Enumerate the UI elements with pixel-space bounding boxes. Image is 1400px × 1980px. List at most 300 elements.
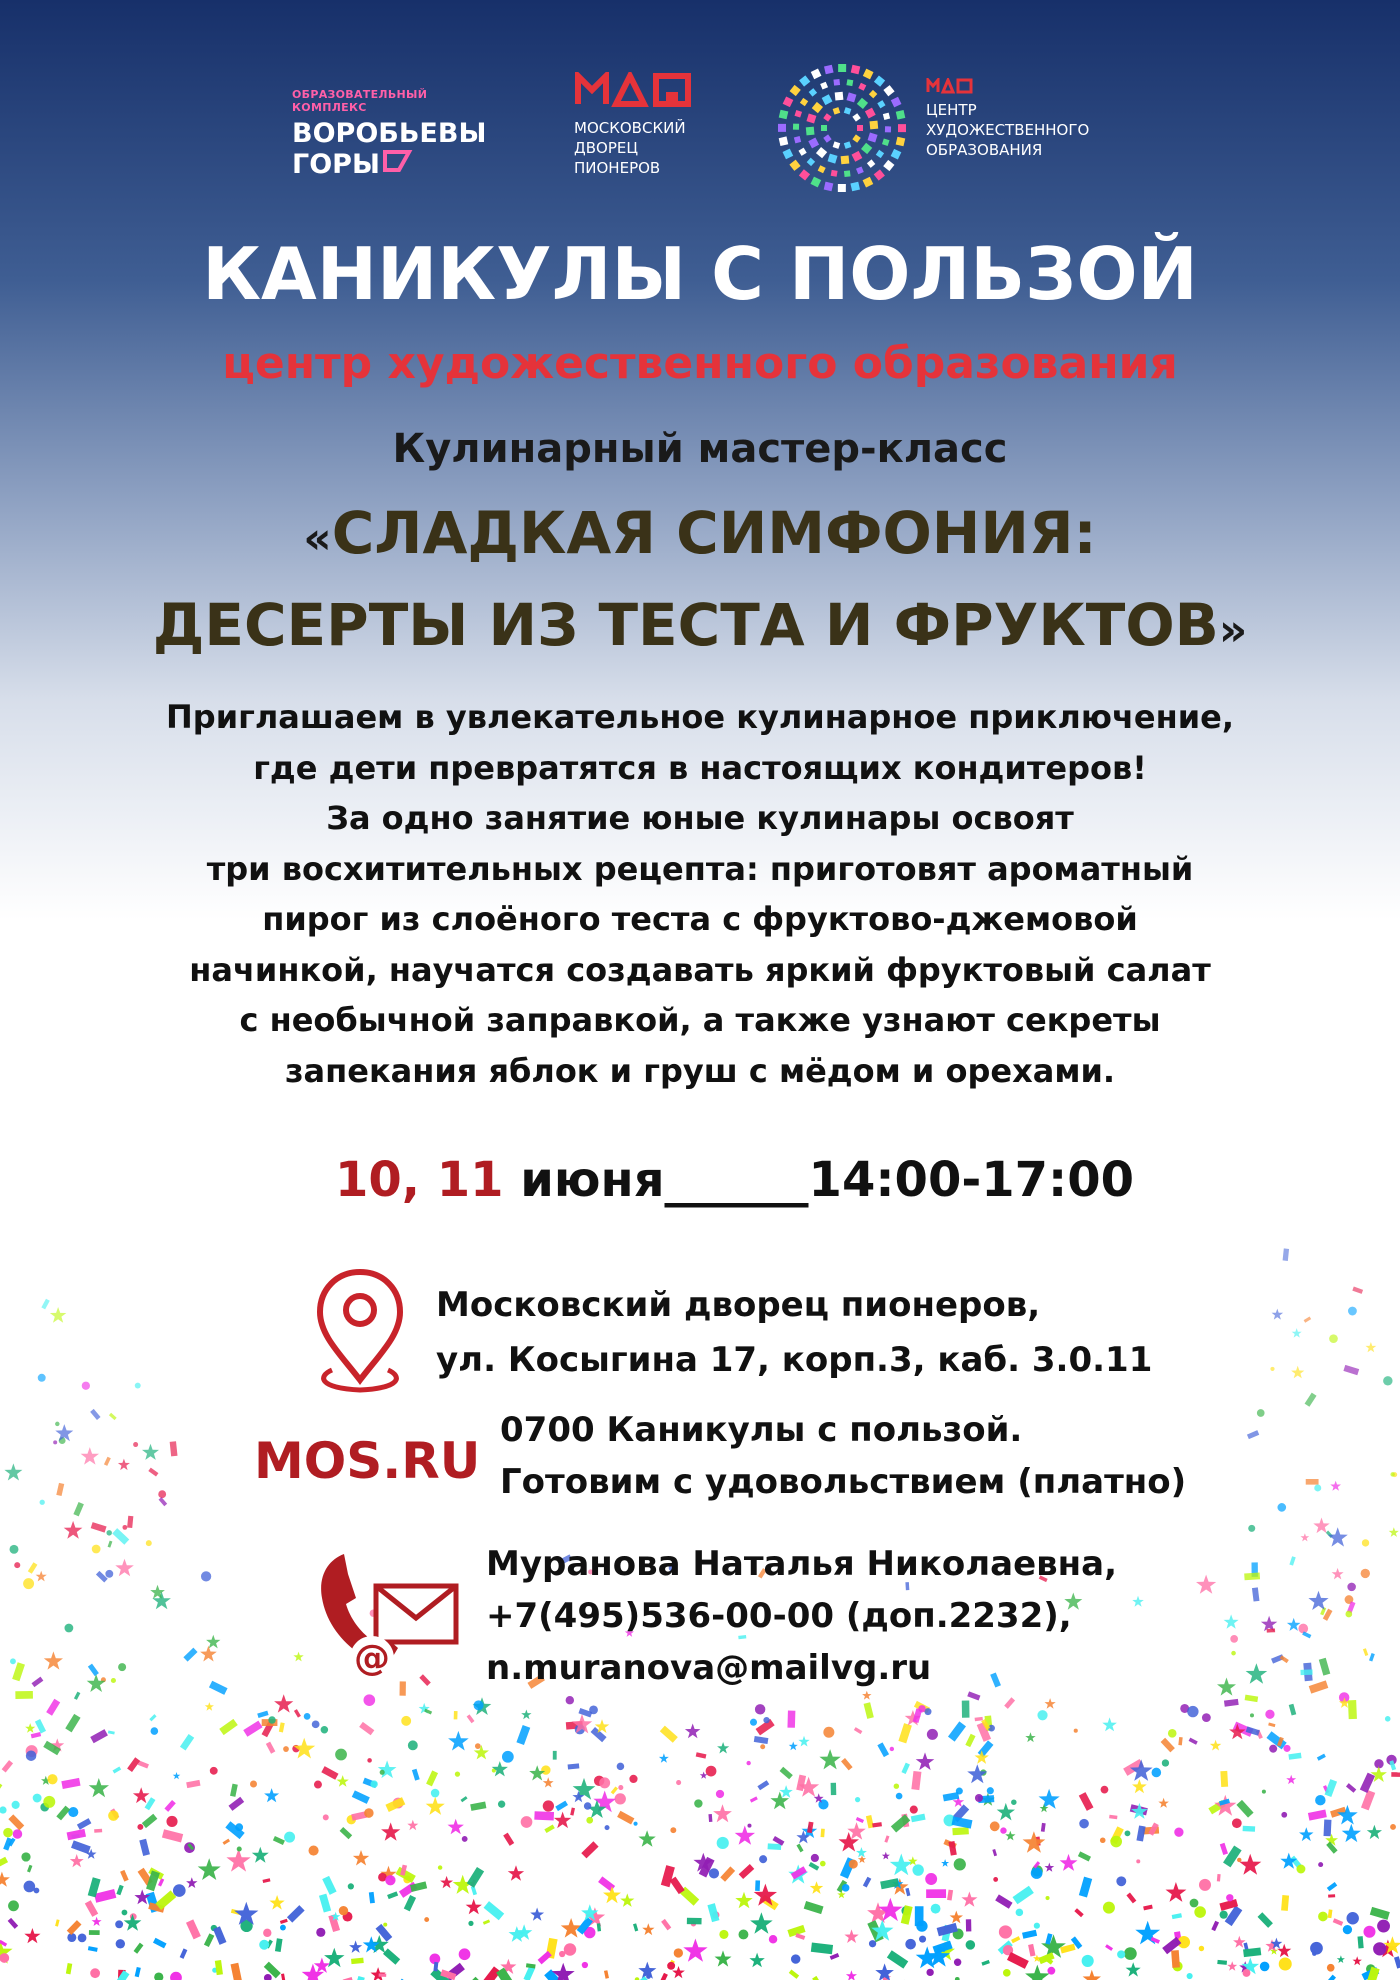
confetti-piece: [1031, 1867, 1043, 1879]
confetti-piece: [1250, 1713, 1254, 1717]
confetti-piece: [605, 1825, 610, 1830]
confetti-piece: [24, 1881, 36, 1893]
confetti-piece: [164, 1800, 175, 1812]
confetti-piece: [618, 1785, 623, 1790]
confetti-piece: [14, 1562, 20, 1568]
logo-mdp-line2: ДВОРЕЦ: [574, 139, 638, 157]
confetti-piece: [225, 1821, 244, 1839]
confetti-piece: [67, 1829, 86, 1840]
confetti-piece: [887, 1950, 908, 1968]
confetti-piece: [81, 1447, 99, 1465]
confetti-piece: [90, 1409, 100, 1420]
confetti-piece: [219, 1719, 238, 1735]
confetti-piece: [250, 1780, 257, 1787]
confetti-piece: [78, 1933, 87, 1942]
confetti-piece: [611, 1786, 618, 1794]
confetti-piece: [633, 1822, 637, 1826]
confetti-piece: [1023, 1831, 1046, 1853]
confetti-piece: [120, 1870, 129, 1882]
confetti-piece: [1125, 1830, 1131, 1836]
confetti-piece: [135, 1967, 141, 1977]
mosaic-tile: [877, 100, 885, 108]
confetti-piece: [1116, 1876, 1126, 1886]
mos-line1: 0700 Каникулы с пользой.: [500, 1410, 1023, 1450]
mos-line2: Готовим с удовольствием (платно): [500, 1462, 1187, 1502]
confetti-piece: [280, 1919, 288, 1924]
confetti-piece: [12, 1801, 20, 1809]
event-title: [0, 490, 1400, 674]
confetti-piece: [61, 1778, 80, 1789]
confetti-piece: [1309, 1680, 1329, 1693]
confetti-piece: [1248, 1525, 1255, 1532]
event-title-line2: ДЕСЕРТЫ ИЗ ТЕСТА И ФРУКТОВ: [152, 591, 1219, 659]
confetti-piece: [670, 1877, 685, 1895]
confetti-piece: [12, 1662, 25, 1681]
confetti-piece: [262, 1878, 270, 1883]
confetti-piece: [1232, 1818, 1242, 1828]
confetti-piece: [40, 1500, 45, 1505]
confetti-piece: [1217, 1678, 1236, 1696]
confetti-piece: [1268, 1722, 1275, 1727]
confetti-piece: [369, 1892, 375, 1903]
confetti-piece: [1078, 1851, 1091, 1861]
confetti-piece: [526, 1963, 536, 1968]
confetti-piece: [846, 1970, 857, 1980]
confetti-piece: [1281, 1895, 1289, 1911]
mosaic-tile: [846, 92, 856, 102]
confetti-piece: [359, 1722, 374, 1735]
confetti-piece: [905, 1888, 910, 1896]
confetti-piece: [322, 1876, 336, 1895]
confetti-piece: [1281, 1812, 1287, 1818]
confetti-piece: [228, 1797, 244, 1811]
confetti-piece: [1220, 1771, 1228, 1787]
confetti-piece: [186, 1919, 201, 1939]
confetti-piece: [1257, 1409, 1265, 1417]
confetti-piece: [1171, 1950, 1180, 1968]
confetti-piece: [1124, 1947, 1137, 1960]
confetti-piece: [719, 1930, 728, 1939]
confetti-piece: [213, 1926, 226, 1945]
confetti-piece: [1244, 1572, 1260, 1580]
confetti-piece: [912, 1864, 923, 1875]
mosaic-tile: [869, 90, 877, 98]
confetti-piece: [89, 1930, 100, 1935]
confetti-piece: [1152, 1768, 1162, 1778]
description-line: Приглашаем в увлекательное кулинарное приключение,: [166, 698, 1234, 736]
confetti-piece: [660, 1726, 678, 1743]
confetti-piece: [1370, 1907, 1390, 1920]
description-line: За одно занятие юные кулинары освоят: [326, 799, 1074, 837]
confetti-piece: [1329, 1334, 1338, 1343]
confetti-piece: [1267, 1629, 1275, 1633]
confetti-piece: [812, 1976, 822, 1980]
mosaic-tile: [810, 177, 821, 188]
schedule-time: 14:00-17:00: [808, 1152, 1135, 1208]
confetti-piece: [863, 1877, 871, 1888]
confetti-piece: [1074, 1908, 1083, 1917]
confetti-piece: [1326, 1842, 1337, 1854]
confetti-piece: [1136, 1825, 1145, 1841]
confetti-piece: [1161, 1738, 1175, 1753]
confetti-piece: [716, 1790, 724, 1798]
mosaic-tile: [806, 127, 815, 136]
confetti-piece: [237, 1846, 242, 1851]
confetti-piece: [869, 1940, 876, 1947]
mosaic-tile: [870, 121, 879, 130]
confetti-piece: [1083, 1970, 1101, 1980]
confetti-piece: [1102, 1717, 1117, 1731]
confetti-piece: [1280, 1655, 1289, 1663]
confetti-piece: [467, 1714, 475, 1723]
mosaic-tile: [844, 107, 852, 115]
confetti-piece: [1220, 1911, 1228, 1919]
mosaic-tile: [816, 147, 827, 158]
confetti-piece: [1277, 1944, 1291, 1957]
confetti-piece: [1237, 1858, 1241, 1862]
confetti-piece: [321, 1766, 338, 1780]
confetti-piece: [534, 1811, 554, 1820]
confetti-piece: [1328, 1894, 1335, 1897]
confetti-piece: [809, 1862, 820, 1871]
confetti-piece: [64, 1521, 83, 1539]
confetti-piece: [755, 1880, 760, 1891]
confetti-piece: [85, 1900, 98, 1917]
mosaic-tile: [790, 85, 801, 96]
confetti-piece: [1333, 1918, 1344, 1926]
confetti-piece: [804, 1901, 824, 1914]
confetti-piece: [312, 1720, 320, 1728]
confetti-piece: [319, 1894, 331, 1913]
confetti-piece: [749, 1953, 764, 1968]
confetti-piece: [50, 1307, 67, 1323]
confetti-piece: [115, 1559, 134, 1577]
confetti-piece: [32, 1677, 44, 1687]
confetti-piece: [965, 1734, 975, 1747]
confetti-piece: [570, 1808, 575, 1816]
confetti-piece: [170, 1441, 178, 1456]
confetti-piece: [831, 1783, 837, 1795]
confetti-piece: [1158, 1798, 1169, 1808]
confetti-piece: [720, 1866, 735, 1881]
confetti-piece: [1313, 1518, 1329, 1534]
confetti-piece: [337, 1775, 349, 1787]
mosaic-tile: [811, 69, 822, 80]
mosaic-tile: [824, 65, 834, 75]
confetti-piece: [1004, 1697, 1015, 1709]
confetti-piece: [633, 1923, 638, 1931]
confetti-piece: [426, 1797, 445, 1815]
confetti-piece: [1174, 1828, 1183, 1837]
confetti-piece: [380, 1770, 385, 1775]
confetti-piece: [15, 1691, 33, 1699]
confetti-piece: [1328, 1527, 1348, 1546]
confetti-piece: [1346, 1783, 1356, 1793]
confetti-piece: [354, 1976, 365, 1980]
confetti-piece: [997, 1803, 1015, 1821]
confetti-piece: [106, 1530, 111, 1535]
confetti-piece: [1217, 1960, 1227, 1965]
confetti-piece: [1045, 1698, 1056, 1709]
confetti-piece: [1166, 1882, 1187, 1902]
confetti-piece: [683, 1939, 707, 1962]
confetti-piece: [104, 1457, 111, 1466]
confetti-piece: [367, 1758, 372, 1763]
confetti-piece: [791, 1954, 800, 1963]
confetti-piece: [0, 1872, 10, 1887]
confetti-piece: [789, 1742, 798, 1751]
confetti-piece: [209, 1681, 228, 1695]
confetti-piece: [747, 1824, 751, 1828]
confetti-piece: [530, 1908, 544, 1921]
logo-mdp-line1: МОСКОВСКИЙ: [574, 119, 686, 137]
confetti-piece: [854, 1727, 863, 1734]
mosaic-tile: [883, 160, 894, 171]
confetti-piece: [1291, 1366, 1304, 1379]
confetti-piece: [544, 1824, 554, 1833]
logo-vorobyovy-gory: [292, 88, 492, 180]
confetti-piece: [884, 1835, 889, 1842]
mosaic-tile: [820, 82, 828, 90]
confetti-piece: [1247, 1430, 1259, 1439]
mosaic-tile: [807, 158, 815, 166]
confetti-piece: [956, 1788, 963, 1795]
confetti-piece: [351, 1958, 364, 1964]
mos-ru-logo: MOS.RU: [254, 1432, 481, 1490]
confetti-piece: [381, 1822, 400, 1840]
logo-cho: [926, 78, 1126, 160]
confetti-piece: [708, 1814, 712, 1822]
confetti-piece: [159, 1497, 168, 1506]
confetti-piece: [412, 1769, 420, 1781]
schedule-days: 10, 11: [335, 1152, 504, 1208]
confetti-piece: [1190, 1899, 1199, 1908]
confetti-piece: [135, 1383, 141, 1389]
confetti-piece: [1318, 1862, 1323, 1867]
confetti-piece: [24, 1928, 40, 1943]
confetti-piece: [502, 1751, 514, 1763]
confetti-piece: [1079, 1877, 1092, 1898]
mosaic-tile: [833, 141, 841, 149]
confetti-piece: [717, 1742, 729, 1754]
confetti-piece: [113, 1766, 122, 1773]
confetti-piece: [796, 1844, 803, 1853]
confetti-piece: [154, 1972, 163, 1980]
confetti-piece: [941, 1859, 949, 1867]
confetti-piece: [1389, 1527, 1399, 1537]
confetti-piece: [1045, 1863, 1055, 1872]
confetti-piece: [263, 1929, 271, 1937]
confetti-piece: [617, 1763, 625, 1771]
confetti-piece: [470, 1802, 486, 1811]
confetti-piece: [1041, 1823, 1046, 1832]
confetti-piece: [231, 1963, 242, 1980]
mosaic-tile: [885, 126, 891, 132]
confetti-piece: [987, 1787, 994, 1794]
confetti-piece: [1327, 1964, 1335, 1972]
confetti-piece: [215, 1960, 223, 1975]
confetti-piece: [116, 1885, 123, 1896]
confetti-piece: [1246, 1663, 1268, 1684]
schedule: [335, 1152, 1134, 1208]
confetti-piece: [1214, 1795, 1236, 1816]
confetti-piece: [180, 1734, 194, 1751]
confetti-piece: [1383, 1376, 1392, 1385]
confetti-piece: [882, 1852, 890, 1860]
masterclass-label: Кулинарный мастер-класс: [392, 426, 1008, 472]
confetti-piece: [819, 1749, 840, 1769]
confetti-piece: [706, 1766, 717, 1777]
logo-vg-small-text: ОБРАЗОВАТЕЛЬНЫЙ КОМПЛЕКС: [292, 88, 428, 114]
confetti-piece: [408, 1740, 418, 1750]
phone-mail-icon: [314, 1546, 464, 1690]
mosaic-tile: [778, 124, 786, 132]
confetti-piece: [1239, 1854, 1261, 1875]
confetti-piece: [387, 1891, 398, 1899]
confetti-piece: [1394, 1956, 1400, 1968]
confetti-piece: [1132, 1596, 1144, 1607]
confetti-piece: [1016, 1909, 1024, 1917]
confetti-piece: [90, 1729, 108, 1743]
confetti-piece: [1306, 1479, 1319, 1485]
confetti-piece: [521, 1816, 533, 1828]
confetti-piece: [896, 1793, 903, 1800]
confetti-piece: [53, 1440, 57, 1444]
confetti-piece: [586, 1817, 593, 1824]
confetti-piece: [1105, 1944, 1113, 1951]
event-title-line1: СЛАДКАЯ СИМФОНИЯ:: [331, 499, 1097, 567]
mosaic-tile: [823, 134, 831, 142]
confetti-piece: [1101, 1786, 1109, 1794]
confetti-piece: [462, 1836, 468, 1842]
confetti-piece: [931, 1904, 941, 1914]
mosaic-tile: [882, 138, 890, 146]
confetti-piece: [55, 1919, 59, 1926]
confetti-piece: [553, 1751, 557, 1760]
confetti-piece: [1005, 1831, 1015, 1841]
confetti-piece: [864, 1702, 874, 1719]
confetti-piece: [1279, 1958, 1292, 1971]
confetti-piece: [454, 1711, 458, 1719]
confetti-piece: [1269, 1745, 1277, 1753]
confetti-piece: [1220, 1843, 1228, 1855]
confetti-piece: [646, 1974, 651, 1979]
confetti-piece: [273, 1836, 285, 1845]
mosaic-tile: [856, 166, 864, 174]
contact: [486, 1538, 1117, 1694]
vg-mark-icon: [383, 149, 413, 180]
confetti-piece: [1391, 1772, 1400, 1777]
confetti-piece: [0, 1953, 9, 1963]
confetti-piece: [901, 1763, 909, 1774]
mosaic-tile: [838, 64, 846, 72]
confetti-piece: [503, 1833, 514, 1846]
confetti-piece: [1199, 1879, 1211, 1891]
confetti-piece: [348, 1883, 354, 1889]
mosaic-tile: [783, 149, 794, 160]
confetti-piece: [1132, 1779, 1147, 1793]
confetti-piece: [543, 1800, 554, 1811]
confetti-piece: [1082, 1955, 1094, 1967]
confetti-piece: [158, 1490, 166, 1498]
confetti-piece: [321, 1726, 328, 1733]
confetti-piece: [122, 1525, 127, 1530]
confetti-piece: [659, 1753, 669, 1762]
location-pin-icon: [312, 1266, 408, 1400]
confetti-piece: [787, 1711, 795, 1728]
confetti-piece: [281, 1973, 285, 1980]
confetti-piece: [82, 1382, 90, 1390]
confetti-piece: [268, 1716, 275, 1723]
confetti-piece: [603, 1886, 621, 1903]
confetti-piece: [378, 1760, 397, 1778]
confetti-piece: [1366, 1342, 1377, 1352]
confetti-piece: [1360, 1773, 1375, 1793]
confetti-piece: [1143, 1905, 1153, 1911]
confetti-piece: [455, 1771, 460, 1776]
mosaic-tile: [808, 138, 819, 149]
confetti-piece: [349, 1940, 362, 1953]
confetti-piece: [0, 1806, 7, 1813]
confetti-piece: [759, 1855, 767, 1863]
confetti-piece: [508, 1865, 524, 1881]
confetti-piece: [424, 1917, 429, 1922]
confetti-piece: [844, 1929, 858, 1943]
confetti-piece: [1243, 1969, 1251, 1977]
confetti-piece: [279, 1722, 285, 1732]
mosaic-tile: [799, 169, 810, 180]
confetti-piece: [483, 1919, 490, 1924]
description-line: начинкой, научатся создавать яркий фруктовый салат: [189, 950, 1211, 989]
confetti-piece: [383, 1948, 400, 1964]
mosaic-tile: [838, 184, 846, 192]
confetti-piece: [1292, 1328, 1302, 1338]
mosaic-tile: [779, 110, 789, 120]
confetti-piece: [0, 1781, 2, 1799]
confetti-piece: [1025, 1965, 1050, 1980]
confetti-piece: [314, 1958, 330, 1973]
confetti-piece: [1343, 1925, 1352, 1934]
confetti-piece: [115, 1920, 123, 1928]
confetti-piece: [1343, 1365, 1359, 1375]
confetti-piece: [1039, 1789, 1060, 1809]
confetti-piece: [763, 1717, 769, 1723]
confetti-piece: [31, 1732, 41, 1738]
confetti-piece: [1348, 1700, 1357, 1719]
confetti-piece: [1283, 1248, 1289, 1261]
confetti-piece: [1046, 1896, 1050, 1900]
confetti-piece: [3, 1828, 13, 1838]
confetti-piece: [642, 1923, 654, 1935]
confetti-piece: [1373, 1942, 1386, 1955]
confetti-piece: [474, 1700, 484, 1710]
confetti-piece: [842, 1884, 850, 1892]
confetti-piece: [890, 1747, 894, 1751]
confetti-piece: [127, 1516, 133, 1528]
confetti-piece: [105, 1570, 113, 1578]
confetti-piece: [4, 1463, 22, 1480]
confetti-piece: [116, 1939, 125, 1948]
confetti-piece: [768, 1843, 782, 1850]
logo-cho-line2: ХУДОЖЕСТВЕННОГО: [926, 121, 1090, 139]
confetti-piece: [1288, 1753, 1301, 1760]
contact-email[interactable]: n.muranova@mailvg.ru: [486, 1648, 932, 1688]
confetti-piece: [180, 1948, 188, 1958]
confetti-piece: [323, 1814, 329, 1820]
logo-mdp: [574, 72, 714, 178]
confetti-piece: [170, 1972, 182, 1980]
confetti-piece: [1319, 1658, 1330, 1676]
